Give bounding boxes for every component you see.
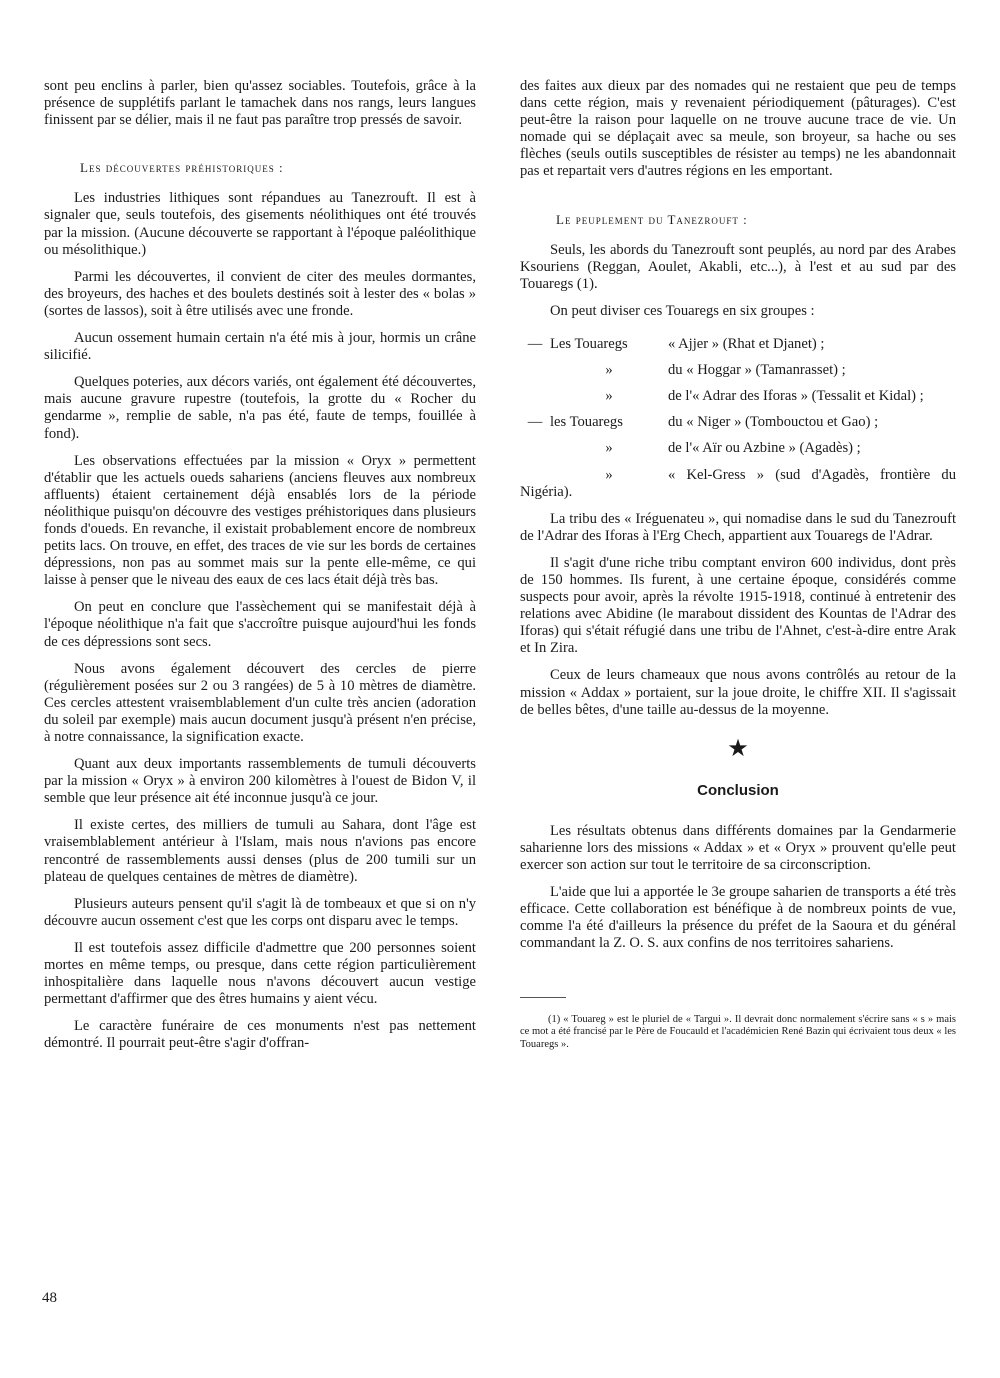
paragraph: Les industries lithiques sont répandues au Tanezrouft. Il est à signaler que, seuls toutefois, des gisements néolithiques ont été trouvés par la mission. (Aucune découverte se rapportant à l'époque paléolithique ou mésolithique.): [44, 190, 476, 258]
page-number: 48: [42, 1290, 57, 1306]
list-item: [520, 336, 956, 353]
paragraph: On peut diviser ces Touaregs en six groupes :: [550, 302, 815, 319]
list-text: « Kel-Gress » (sud d'Agadès, frontière du Nigéria).: [520, 466, 956, 500]
paragraph: Aucun ossement humain certain n'a été mis à jour, hormis un crâne silicifié.: [44, 330, 476, 364]
list-dash: —: [527, 336, 543, 353]
list-item: [520, 414, 956, 431]
paragraph: Plusieurs auteurs pensent qu'il s'agit là de tombeaux et que si on n'y découvre aucun ossement c'est que les corps ont disparu avec le temps.: [44, 895, 476, 929]
list-tribe: les Touaregs: [550, 414, 623, 431]
section-heading-prehistoric: Les découvertes préhistoriques :: [80, 160, 284, 176]
list-text: « Ajjer » (Rhat et Djanet) ;: [668, 336, 825, 353]
ditto-mark: »: [605, 440, 613, 457]
list-tribe: Les Touaregs: [550, 336, 628, 353]
list-item: [520, 440, 956, 457]
section-heading-peuplement: Le peuplement du Tanezrouft :: [556, 211, 748, 227]
list-item: [520, 467, 956, 501]
conclusion-heading: Conclusion: [697, 781, 779, 799]
list-dash: —: [527, 414, 543, 431]
paragraph: Parmi les découvertes, il convient de citer des meules dormantes, des broyeurs, des haches et des boulets destinés soit à lester des « bolas » (sortes de lassos), soit à être utilisés avec une fronde.: [44, 268, 476, 319]
paragraph: Il s'agit d'une riche tribu comptant environ 600 individus, dont près de 150 hommes. Ils furent, à une certaine époque, considérés comme suspects pour avoir, après la révolte 1915-1918, continué à entretenir des relations avec Abidine (le marabout dissident des Kountas de l'Adrar des Iforas) qui s'était réfugié dans une tribu de l'Ahnet, c'est-à-dire entre Arak et In Zira.: [520, 554, 956, 657]
list-text: du « Hoggar » (Tamanrasset) ;: [668, 362, 846, 379]
left-column: [44, 78, 476, 1063]
star-ornament-icon: ★: [727, 735, 749, 762]
paragraph: Ceux de leurs chameaux que nous avons contrôlés au retour de la mission « Addax » portaient, sur la joue droite, le chiffre XII. Il s'agissait de belles bêtes, d'une taille au-dessus de la moyenne.: [520, 667, 956, 718]
ditto-mark: »: [605, 362, 613, 379]
paragraph: La tribu des « Iréguenateu », qui nomadise dans le sud du Tanezrouft de l'Adrar des Iforas à l'Erg Chech, appartient aux Touaregs de l'Adrar.: [520, 510, 956, 544]
list-text: de l'« Adrar des Iforas » (Tessalit et Kidal) ;: [668, 388, 924, 405]
touareg-groups-list: [520, 336, 956, 501]
paragraph: Il est toutefois assez difficile d'admettre que 200 personnes soient mortes en même temps, ou presque, dans cette région particulièrement inhospitalière dans laquelle nous n'avons découvert aucun vestige permettant d'affirmer que des êtres humains y aient vécu.: [44, 939, 476, 1008]
paragraph: On peut en conclure que l'assèchement qui se manifestait déjà à l'époque néolithique n'a fait que s'accroître puisque aujourd'hui les fonds de ces dépressions sont secs.: [44, 599, 476, 650]
footnote: (1) « Touareg » est le pluriel de « Targui ». Il devrait donc normalement s'écrire sans « s » mais ce mot a été francisé par le Père de Foucauld et l'académicien René Bazin qui écrivaient tous deux « les Touaregs ».: [520, 1013, 956, 1050]
paragraph: Il existe certes, des milliers de tumuli au Sahara, dont l'âge est vraisemblablement antérieur à l'Islam, mais nous n'avions pas encore rencontré de rassemblements aussi denses (plus de 200 tumili sur un plateau de quelques centaines de mètres de diamètre).: [44, 817, 476, 885]
paragraph: Le caractère funéraire de ces monuments n'est pas nettement démontré. Il pourrait peut-être s'agir d'offran-: [44, 1018, 476, 1052]
paragraph: Quant aux deux importants rassemblements de tumuli découverts par la mission « Oryx » à environ 200 kilomètres à l'ouest de Bidon V, il semble que leur présence ait été inconnue jusqu'à ce jour.: [44, 756, 476, 807]
paragraph: des faites aux dieux par des nomades qui ne restaient que peu de temps dans cette région, mais y revenaient périodiquement (pâturages). C'est peut-être la raison pour laquelle on ne trouve aucune trace de vie. Un nomade qui se déplaçait avec sa meule, son broyeur, sa hache ou ses flèches (seuls outils susceptibles de résister au temps) ne les abandonnait pas et repartait vers d'autres régions en les emportant.: [520, 78, 956, 180]
right-column: [520, 78, 956, 1051]
paragraph: Les résultats obtenus dans différents domaines par la Gendarmerie saharienne lors des missions « Addax » et « Oryx » prouvent qu'elle peut exercer son action sur tout le territoire de sa circonscription.: [520, 822, 956, 874]
footnote-divider: [520, 997, 566, 998]
paragraph: Seuls, les abords du Tanezrouft sont peuplés, au nord par des Arabes Ksouriens (Reggan, Aoulet, Akabli, etc...), à l'est et au sud par des Touaregs (1).: [520, 241, 956, 292]
paragraph: L'aide que lui a apportée le 3e groupe saharien de transports a été très efficace. Cette collaboration est bénéfique à de nombreux points de vue, comme l'a été d'ailleurs la présence du préfet de la Saoura et du général commandant la Z. O. S. aux confins de nos territoires sahariens.: [520, 884, 956, 952]
ditto-mark: »: [605, 388, 613, 405]
paragraph: Quelques poteries, aux décors variés, ont également été découvertes, mais aucune gravure rupestre (toutefois, la grotte du « Rocher du gendarme », remplie de sable, n'a pas été, faute de temps, fouillée à fond).: [44, 374, 476, 442]
list-text: du « Niger » (Tombouctou et Gao) ;: [668, 414, 879, 431]
paragraph: sont peu enclins à parler, bien qu'assez sociables. Toutefois, grâce à la présence de supplétifs parlant le tamachek dans nos rangs, leurs langues finissent par se délier, mais il ne faut pas paraître trop pressés de savoir.: [44, 78, 476, 129]
list-item: [520, 388, 956, 405]
list-text: de l'« Aïr ou Azbine » (Agadès) ;: [668, 440, 861, 457]
ditto-mark: »: [605, 466, 613, 483]
paragraph: Les observations effectuées par la mission « Oryx » permettent d'établir que les actuels oueds sahariens (anciens fleuves aux nombreux affluents) étaient certainement déjà ensablés lors de la période néolithique puisqu'on découvre des vestiges préhistoriques dans plusieurs fonds d'oueds. En revanche, il existait probablement encore de nombreux petits lacs. On trouve, en effet, des traces de vie sur les bords de certaines dépressions, non pas au sommet mais sur la pente elle-même, ce qui laisse à penser que le niveau des eaux de ces lacs était déjà très bas.: [44, 452, 476, 589]
list-item: [520, 362, 956, 379]
paragraph: Nous avons également découvert des cercles de pierre (régulièrement posées sur 2 ou 3 rangées) de 5 à 10 mètres de diamètre. Ces cercles attestent vraisemblablement d'un culte très ancien (adoration du soleil par exemple) mais aucun document jusqu'à présent n'en précise, à notre connaissance, la signification exacte.: [44, 660, 476, 745]
